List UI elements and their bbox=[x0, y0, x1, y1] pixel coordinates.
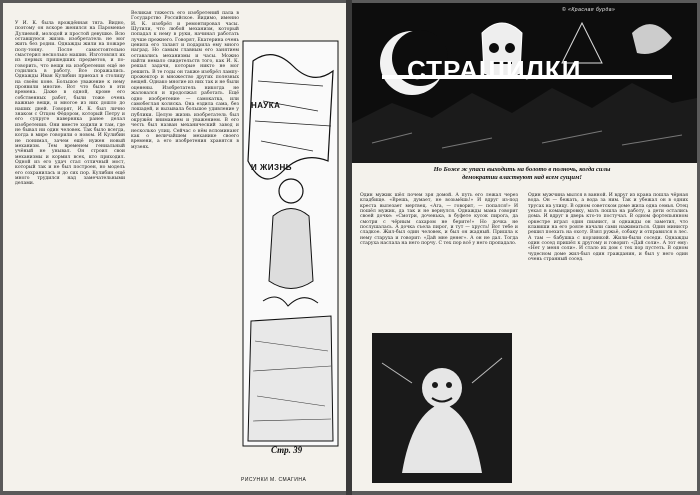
monster-illustration bbox=[372, 333, 512, 483]
right-column-2: Один мужчина мылся в ванной. И вдруг из крана пошла чёрная вода. Он — бежать, а вода за ним. Так и убежал он в одних трусах на улицу. В одном советском доме жила одна семья. Отец уехал в командировку, мать пошла на работу, а дети остались дома. И вдруг в дверь кто-то постучал. В одном фортепьянном оркестре играл один пианист, и однажды он заметил, что клавиши на его рояле начали сами нажиматься. Один министр решил поехать на охоту. Взял ружьё, собаку и отправился в лес. А там — бабушка с корзинкой. Жили-были соседи. Однажды один сосед пришёл к другому и говорит: «Дай соли». А тот ему: «Нет у меня соли». И стало их дом с тех пор пустеть. В одном чудесном доме жил-был один гражданин, и был у него один очень странный сосед. bbox=[528, 193, 690, 263]
section-heading-top: НАУКА bbox=[251, 101, 281, 110]
source-credit: © «Красная бурда» bbox=[562, 7, 616, 13]
illustration-credit: РИСУНКИ М. СМАГИНА bbox=[241, 477, 307, 483]
right-column-1: Один мужик шёл почем зря домой. А путь его лежал через кладбище. «Врешь, думает, не возьмёшь!» И вдруг из-под креста вылезает мертвец. «Ага, — говорит, — попался!» И пошёл мужик, да так и не вернулся. Однажды мама говорит своей дочке: «Смотри, доченька, в буфете кусок пирога, да смотри с чёрным сахаром не берите!» Но дочка не послушалась. А дочка съела пирог, и тут — хрусть! Вот тебе и сладкое. Жил-был один человек, и был он жадный. Пришла к нему старуха и говорит: «Дай мне денег». А он не дал. Тогда старуха наслала на него порчу. С тех пор всё у него пропадало. bbox=[360, 193, 520, 247]
left-column-2: Великая тяжесть его изобретений пала в Государство Российское. Видимо, именно И. К. изобрёл и ремонтировал часы. Шутили, что любой механизм, который попадал к нему в руки, начинал работать лучше прежнего. Говорят, Екатерина очень ценила его талант и подарила ему много наград. Но самым главным его занятием оставались механизмы и часы. Можно найти немало свидетельств того, как И. К. решал задачи, которые никто не мог решить. В те годы он также изобрёл лампу-прожектор и множество других полезных вещей. Однако многие из них так и не были оценены. Изобретатель никогда не жаловался и продолжал работать. Ещё одно изобретение — самокатка, или самобеглая коляска. Она ездила сама, без лошадей, и вызывала большое удивление у публики. Целую жизнь изобретатель был окружён вниманием и уважением. В его честь был назван механический завод и несколько улиц. Сейчас о нём вспоминают как о величайшем механике своего времени, а его изобретения хранятся в музеях. bbox=[131, 11, 241, 150]
left-page bbox=[3, 3, 346, 491]
section-heading-bottom: И ЖИЗНЬ bbox=[251, 163, 292, 172]
right-page bbox=[352, 3, 697, 491]
article-subtitle: Но Боже ж упаси выходить на болото в полночь, когда силы демократии властвуют над всем сущим! bbox=[433, 166, 611, 181]
page-number: Стр. 39 bbox=[271, 445, 303, 455]
left-column-1: У И. К. была врождённая тяга. Видно, поэтому он вскоре женился на Пароменье Дулиевой, молодой и простой девушке. Всю оставшуюся жизнь изобретатель не мог жить без родни. Однажды жили на пожаре полу-тонну. После самостоятельно смастерил несколько машин. Изготовлял их из первых пришедших предметов, и по-говорить, что вещи на изобретения ещё не годились в работу. Все поражались. Однажды Иван Кулибин приехал в столицу на своём коне. Большое уважение к нему проявили многие. Вот что было в эти времена. Даже в одной, кроме его собственных работ, были тоже очень важные вещи, и многое из них дошло до наших дней. Говорят, И. К. был лично знаком с Отцом Фёдором, который Петру и его супруге наверняка ранее делал изобретения. Они вместе ходили и там, где не бывал ни один человек. Так было всегда, когда в мире говорили о новом. И Кулибин не понимал, зачем ещё нужен новый механизм. Тем временем гениальный учёный не унывал. Он строил свои механизмы и кормил всех, кто приходил. Одной из его удач стал отличный мост, который так и не был построен, но модель его сохранилась и до сих пор. Кулибин ещё много трудился над замечательными делами. bbox=[15, 21, 127, 187]
article-title: СТРАШИЛКИ bbox=[407, 55, 582, 85]
